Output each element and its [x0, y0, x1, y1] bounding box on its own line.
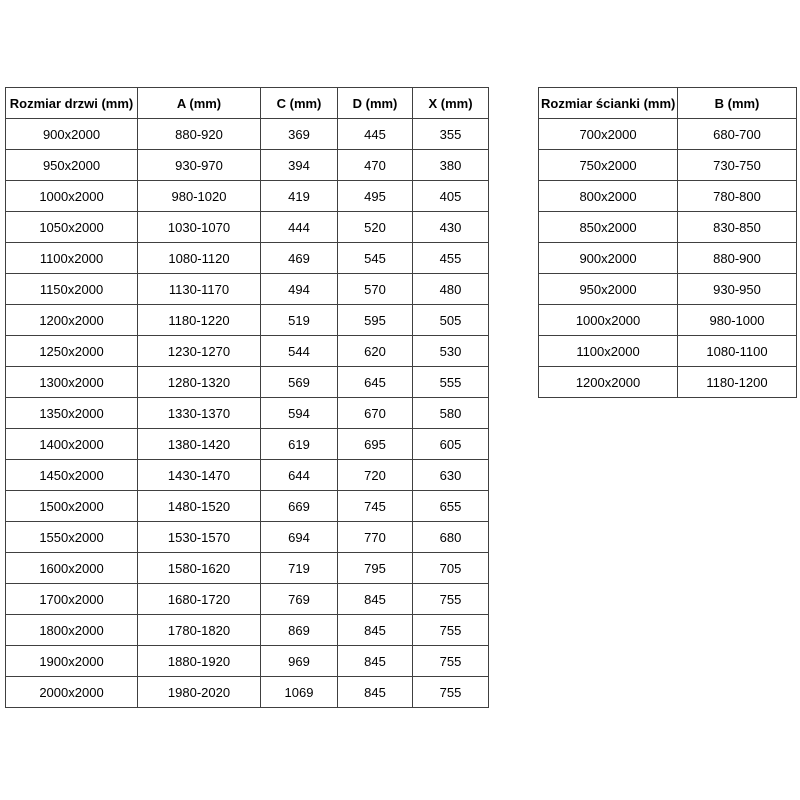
- table-row: [6, 243, 489, 274]
- table-cell: 769: [261, 584, 338, 615]
- table-cell: 705: [413, 553, 489, 584]
- table-cell: 795: [338, 553, 413, 584]
- table-cell: 1300x2000: [6, 367, 138, 398]
- table-cell: 620: [338, 336, 413, 367]
- table-cell: 869: [261, 615, 338, 646]
- table-cell: 950x2000: [539, 274, 678, 305]
- table-cell: 670: [338, 398, 413, 429]
- table-cell: 1069: [261, 677, 338, 708]
- table-cell: 569: [261, 367, 338, 398]
- table-cell: 770: [338, 522, 413, 553]
- table-cell: 2000x2000: [6, 677, 138, 708]
- table-cell: 900x2000: [539, 243, 678, 274]
- table-cell: 1580-1620: [138, 553, 261, 584]
- table-cell: 880-900: [678, 243, 797, 274]
- table-cell: 845: [338, 646, 413, 677]
- table-cell: 880-920: [138, 119, 261, 150]
- table-cell: 1380-1420: [138, 429, 261, 460]
- table-row: [539, 119, 797, 150]
- table-row: [539, 367, 797, 398]
- table-row: [6, 367, 489, 398]
- table-row: [539, 305, 797, 336]
- door-size-table: [5, 87, 489, 708]
- table-cell: 1980-2020: [138, 677, 261, 708]
- door-table-header-row: [6, 88, 489, 119]
- table-cell: 1150x2000: [6, 274, 138, 305]
- table-cell: 845: [338, 677, 413, 708]
- table-cell: 1230-1270: [138, 336, 261, 367]
- table-cell: 595: [338, 305, 413, 336]
- table-cell: 900x2000: [6, 119, 138, 150]
- table-cell: 545: [338, 243, 413, 274]
- table-row: [539, 274, 797, 305]
- table-cell: 745: [338, 491, 413, 522]
- table-cell: 455: [413, 243, 489, 274]
- table-cell: 1880-1920: [138, 646, 261, 677]
- table-cell: 544: [261, 336, 338, 367]
- table-cell: 719: [261, 553, 338, 584]
- table-cell: 470: [338, 150, 413, 181]
- table-cell: 644: [261, 460, 338, 491]
- table-cell: 645: [338, 367, 413, 398]
- table-cell: 780-800: [678, 181, 797, 212]
- table-cell: 750x2000: [539, 150, 678, 181]
- column-header: Rozmiar drzwi (mm): [6, 88, 138, 119]
- table-cell: 1550x2000: [6, 522, 138, 553]
- table-cell: 1100x2000: [539, 336, 678, 367]
- table-cell: 530: [413, 336, 489, 367]
- table-row: [539, 243, 797, 274]
- table-cell: 1350x2000: [6, 398, 138, 429]
- table-cell: 480: [413, 274, 489, 305]
- table-cell: 655: [413, 491, 489, 522]
- table-row: [539, 181, 797, 212]
- table-cell: 969: [261, 646, 338, 677]
- table-cell: 755: [413, 677, 489, 708]
- table-cell: 845: [338, 584, 413, 615]
- table-cell: 680-700: [678, 119, 797, 150]
- table-cell: 1600x2000: [6, 553, 138, 584]
- table-cell: 1430-1470: [138, 460, 261, 491]
- table-cell: 1800x2000: [6, 615, 138, 646]
- table-cell: 1480-1520: [138, 491, 261, 522]
- table-row: [6, 615, 489, 646]
- table-cell: 1080-1120: [138, 243, 261, 274]
- table-cell: 800x2000: [539, 181, 678, 212]
- table-cell: 1000x2000: [6, 181, 138, 212]
- table-cell: 1030-1070: [138, 212, 261, 243]
- column-header: D (mm): [338, 88, 413, 119]
- table-cell: 695: [338, 429, 413, 460]
- table-row: [6, 646, 489, 677]
- table-row: [6, 398, 489, 429]
- table-cell: 694: [261, 522, 338, 553]
- table-cell: 1250x2000: [6, 336, 138, 367]
- table-cell: 850x2000: [539, 212, 678, 243]
- table-cell: 700x2000: [539, 119, 678, 150]
- table-row: [6, 491, 489, 522]
- table-cell: 1200x2000: [539, 367, 678, 398]
- table-row: [539, 212, 797, 243]
- table-cell: 495: [338, 181, 413, 212]
- table-cell: 520: [338, 212, 413, 243]
- table-row: [6, 460, 489, 491]
- wall-table-header-row: [539, 88, 797, 119]
- column-header: Rozmiar ścianki (mm): [539, 88, 678, 119]
- table-row: [6, 553, 489, 584]
- table-cell: 505: [413, 305, 489, 336]
- table-cell: 1180-1220: [138, 305, 261, 336]
- table-row: [6, 150, 489, 181]
- table-cell: 755: [413, 615, 489, 646]
- table-cell: 830-850: [678, 212, 797, 243]
- table-cell: 950x2000: [6, 150, 138, 181]
- table-row: [6, 305, 489, 336]
- table-cell: 1680-1720: [138, 584, 261, 615]
- table-cell: 394: [261, 150, 338, 181]
- table-cell: 1100x2000: [6, 243, 138, 274]
- table-row: [6, 119, 489, 150]
- table-cell: 1130-1170: [138, 274, 261, 305]
- table-cell: 519: [261, 305, 338, 336]
- table-cell: 594: [261, 398, 338, 429]
- table-cell: 1180-1200: [678, 367, 797, 398]
- table-cell: 930-970: [138, 150, 261, 181]
- table-cell: 630: [413, 460, 489, 491]
- table-cell: 605: [413, 429, 489, 460]
- table-cell: 980-1000: [678, 305, 797, 336]
- table-cell: 1700x2000: [6, 584, 138, 615]
- table-cell: 444: [261, 212, 338, 243]
- table-row: [6, 181, 489, 212]
- table-cell: 1330-1370: [138, 398, 261, 429]
- table-cell: 1500x2000: [6, 491, 138, 522]
- table-cell: 1080-1100: [678, 336, 797, 367]
- table-cell: 1450x2000: [6, 460, 138, 491]
- table-cell: 555: [413, 367, 489, 398]
- column-header: B (mm): [678, 88, 797, 119]
- table-row: [6, 274, 489, 305]
- table-cell: 1050x2000: [6, 212, 138, 243]
- table-row: [6, 429, 489, 460]
- table-cell: 1000x2000: [539, 305, 678, 336]
- column-header: C (mm): [261, 88, 338, 119]
- table-cell: 980-1020: [138, 181, 261, 212]
- table-cell: 1200x2000: [6, 305, 138, 336]
- column-header: X (mm): [413, 88, 489, 119]
- table-cell: 755: [413, 584, 489, 615]
- table-row: [539, 150, 797, 181]
- table-cell: 930-950: [678, 274, 797, 305]
- table-cell: 755: [413, 646, 489, 677]
- table-cell: 720: [338, 460, 413, 491]
- table-row: [6, 336, 489, 367]
- table-cell: 419: [261, 181, 338, 212]
- table-cell: 1400x2000: [6, 429, 138, 460]
- table-cell: 1900x2000: [6, 646, 138, 677]
- table-cell: 1280-1320: [138, 367, 261, 398]
- table-cell: 494: [261, 274, 338, 305]
- wall-size-table: [538, 87, 797, 398]
- table-cell: 1530-1570: [138, 522, 261, 553]
- table-cell: 570: [338, 274, 413, 305]
- table-cell: 430: [413, 212, 489, 243]
- table-cell: 355: [413, 119, 489, 150]
- table-cell: 405: [413, 181, 489, 212]
- table-cell: 445: [338, 119, 413, 150]
- table-cell: 469: [261, 243, 338, 274]
- table-row: [6, 584, 489, 615]
- column-header: A (mm): [138, 88, 261, 119]
- table-row: [539, 336, 797, 367]
- table-row: [6, 677, 489, 708]
- table-cell: 1780-1820: [138, 615, 261, 646]
- table-cell: 680: [413, 522, 489, 553]
- table-cell: 380: [413, 150, 489, 181]
- table-cell: 369: [261, 119, 338, 150]
- table-cell: 580: [413, 398, 489, 429]
- table-row: [6, 522, 489, 553]
- table-row: [6, 212, 489, 243]
- table-cell: 845: [338, 615, 413, 646]
- table-cell: 730-750: [678, 150, 797, 181]
- table-cell: 619: [261, 429, 338, 460]
- table-cell: 669: [261, 491, 338, 522]
